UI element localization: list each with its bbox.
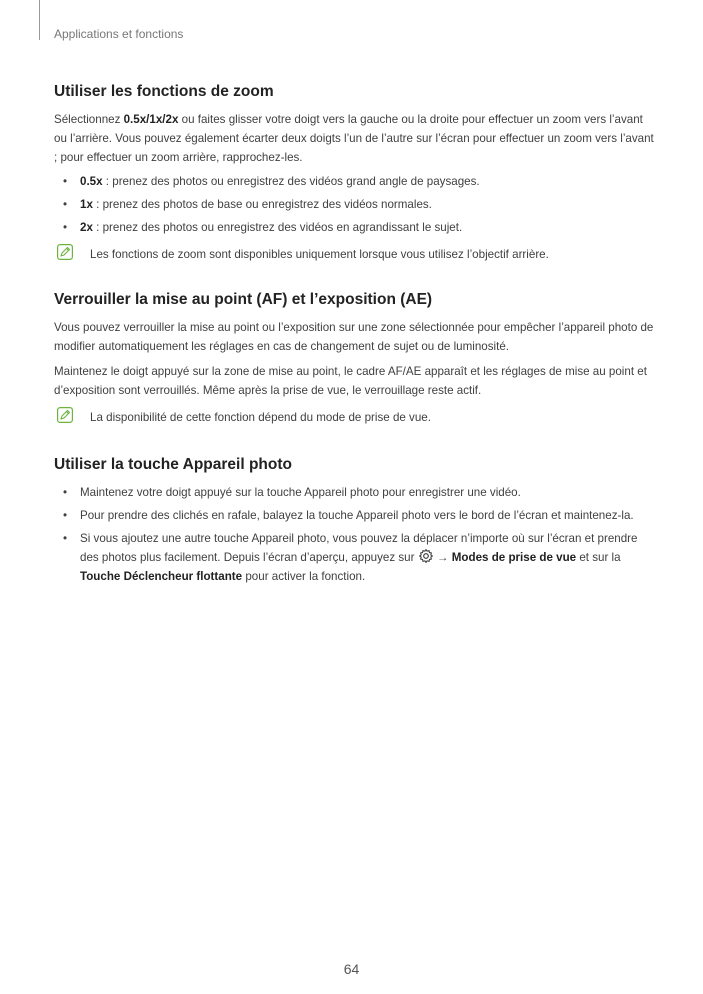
note-pencil-icon	[57, 407, 73, 423]
camera-button-heading: Utiliser la touche Appareil photo	[54, 456, 292, 473]
afae-paragraph-2: Maintenez le doigt appuyé sur la zone de mise au point, le cadre AF/AE apparaît et les réglages de mise au point et d’exposition sont verrouillés. Même après la prise de vue, le verrouillage reste actif.	[54, 365, 647, 397]
zoom-heading: Utiliser les fonctions de zoom	[54, 83, 274, 100]
gear-icon	[418, 548, 434, 564]
list-item: • Si vous ajoutez une autre touche Appareil photo, vous pouvez la déplacer n’importe où sur l’écran et prendre des photos plus facilement. Depuis l’écran d’aperçu, appuyez sur → Modes de prise de vue et sur la Touche Déclencheur flottante pour activer la fonction.	[63, 532, 638, 583]
afae-heading: Verrouiller la mise au point (AF) et l’exposition (AE)	[54, 291, 433, 308]
section-header: Applications et fonctions	[54, 27, 184, 41]
list-item: • Pour prendre des clichés en rafale, balayez la touche Appareil photo vers le bord de l’écran et maintenez-la.	[63, 509, 634, 522]
zoom-note: Les fonctions de zoom sont disponibles uniquement lorsque vous utilisez l’objectif arrière.	[54, 245, 654, 264]
zoom-intro: Sélectionnez 0.5x/1x/2x ou faites glisser votre doigt vers la gauche ou la droite pour effectuer un zoom vers l’avant ou l’arrière. Vous pouvez également écarter deux doigts l’un de l’autre sur l’écran pour effectuer un zoom vers l’avant ; pour effectuer un zoom arrière, rapprochez-les.	[54, 113, 654, 164]
afae-paragraph-1: Vous pouvez verrouiller la mise au point ou l’exposition sur une zone sélectionnée pour empêcher l’appareil photo de modifier automatiquement les réglages en cas de changement de sujet ou de luminosité.	[54, 321, 654, 353]
zoom-ratios: 0.5x/1x/2x	[123, 113, 179, 126]
zoom-bullets	[54, 172, 654, 237]
list-item: • 2x : prenez des photos ou enregistrez des vidéos en agrandissant le sujet.	[63, 221, 463, 234]
page-content	[54, 82, 654, 586]
list-item: • 1x : prenez des photos de base ou enregistrez des vidéos normales.	[63, 198, 432, 211]
note-pencil-icon	[57, 244, 73, 260]
afae-note: La disponibilité de cette fonction dépend du mode de prise de vue.	[54, 408, 654, 427]
header-rule	[39, 0, 40, 40]
camera-button-bullets	[54, 483, 654, 586]
page-number: 64	[343, 961, 360, 977]
list-item: • Maintenez votre doigt appuyé sur la touche Appareil photo pour enregistrer une vidéo.	[63, 486, 521, 499]
list-item: • 0.5x : prenez des photos ou enregistrez des vidéos grand angle de paysages.	[63, 175, 480, 188]
